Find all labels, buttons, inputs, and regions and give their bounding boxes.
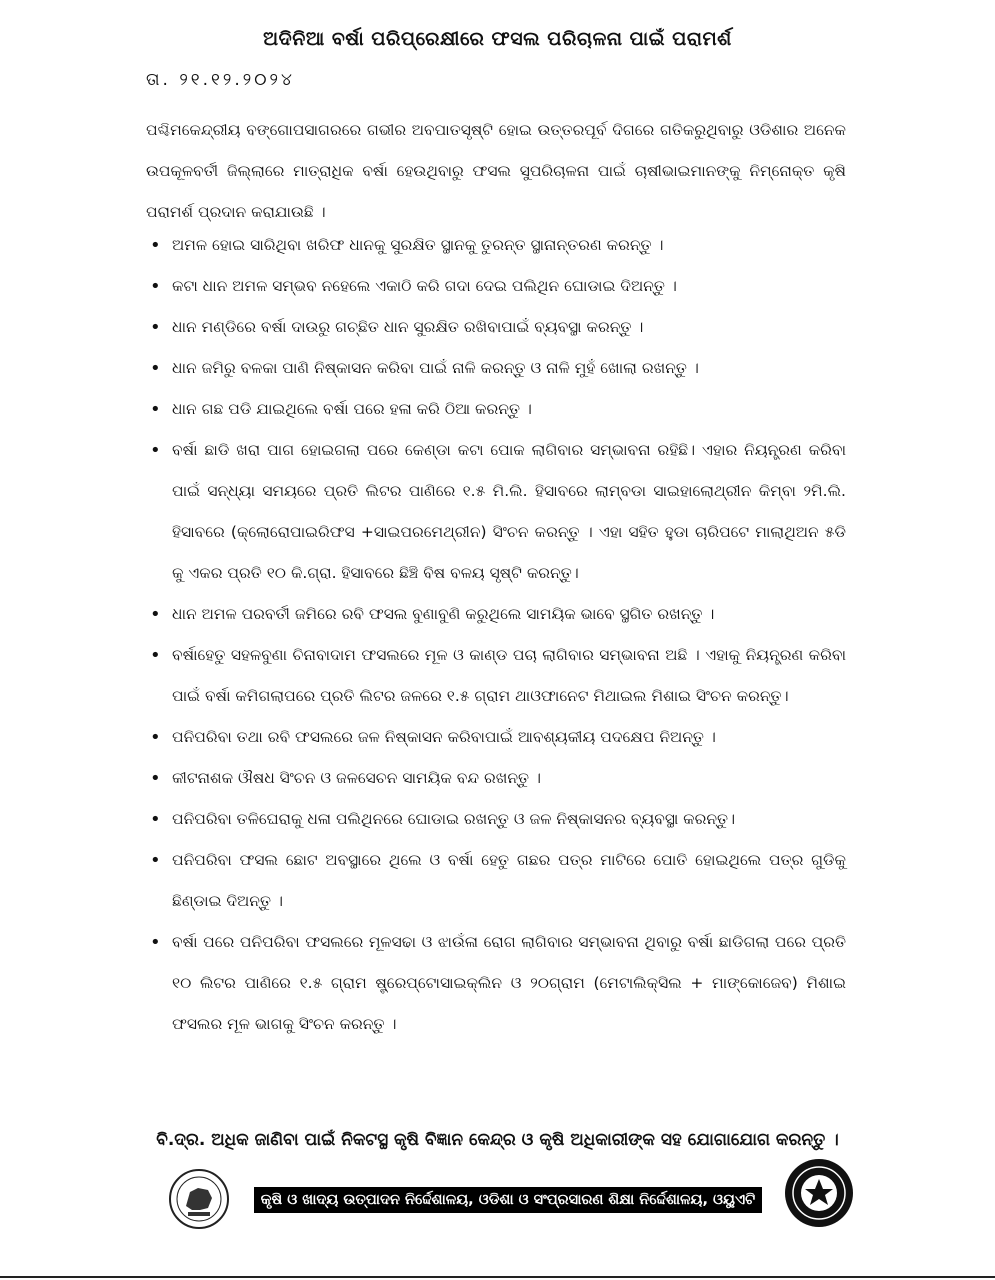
advice-item: • ଧାନ ଗଛ ପଡି ଯାଇଥିଲେ ବର୍ଷା ପରେ ହଳା କରି ଠିଆ କରନ୍ତୁ ।	[146, 389, 846, 430]
footer-banner: କୃଷି ଓ ଖାଦ୍ୟ ଉତ୍ପାଦନ ନିର୍ଦ୍ଦେଶାଳୟ, ଓଡିଶା ଓ ସଂପ୍ରସାରଣ ଶିକ୍ଷା ନିର୍ଦ୍ଦେଶାଳୟ, ଓୟୁଏଟି	[254, 1187, 762, 1213]
advice-item: • କୀଟନାଶକ ଔଷଧ ସିଂଚନ ଓ ଜଳସେଚନ ସାମୟିକ ବନ୍ଦ ରଖନ୍ତୁ ।	[146, 758, 846, 799]
advice-item: • ବର୍ଷା ଛାଡି ଖରା ପାଗ ହୋଇଗଲା ପରେ କେଣ୍ଡା କଟା ପୋକ ଲାଗିବାର ସମ୍ଭାବନା ରହିଛି। ଏହାର ନିୟନ୍ତ୍ରଣ କରିବା ପାଇଁ ସନ୍ଧ୍ୟା ସମୟରେ ପ୍ରତି ଲିଟର ପାଣିରେ ୧.୫ ମି.ଲି. ହିସାବରେ ଲାମ୍ବଡା ସାଇହାଲୋଥ୍ରୀନ କିମ୍ବା ୨ମି.ଲି. ହିସାବରେ (କ୍ଲୋରୋପାଇରିଫସ +ସାଇପରମେଥ୍ରୀନ) ସିଂଚନ କରନ୍ତୁ । ଏହା ସହିତ ହୁଡା ଚାରିପଟେ ମାଲାଥିଅନ ୫ଡି କୁ ଏକର ପ୍ରତି ୧୦ କି.ଗ୍ରା. ହିସାବରେ ଛିଞ୍ଚି ବିଷ ବଳୟ ସୃଷ୍ଟି କରନ୍ତୁ।	[146, 430, 846, 594]
advice-item: • ପନିପରିବା ଫସଲ ଛୋଟ ଅବସ୍ଥାରେ ଥିଲେ ଓ ବର୍ଷା ହେତୁ ଗଛର ପତ୍ର ମାଟିରେ ପୋତି ହୋଇଥିଲେ ପତ୍ର ଗୁଡିକୁ ଛିଣ୍ଡାଇ ଦିଅନ୍ତୁ ।	[146, 840, 846, 922]
document-date: ତା. ୨୧.୧୨.୨୦୨୪	[146, 70, 295, 90]
odisha-govt-emblem-icon	[168, 1168, 230, 1230]
intro-paragraph: ପଶ୍ଚିମକେନ୍ଦ୍ରୀୟ ବଙ୍ଗୋପସାଗରରେ ଗଭୀର ଅବପାତସୃଷ୍ଟି ହୋଇ ଉତ୍ତରପୂର୍ବ ଦିଗରେ ଗତିକରୁଥିବାରୁ ଓଡିଶାର ଅନେକ ଉପକୂଳବର୍ତୀ ଜିଲ୍ଲାରେ ମାତ୍ରାଧିକ ବର୍ଷା ହେଉଥିବାରୁ ଫସଲ ସୁପରିଚାଳନା ପାଇଁ ଚାଷୀଭାଇମାନଙ୍କୁ ନିମ୍ନୋକ୍ତ କୃଷି ପରାମର୍ଶ ପ୍ରଦାନ କରାଯାଉଛି ।	[146, 121, 846, 221]
ouat-seal-icon	[783, 1157, 855, 1229]
advice-item: • ବର୍ଷାହେତୁ ସହଳବୁଣା ଚିନାବାଦାମ ଫସଲରେ ମୂଳ ଓ କାଣ୍ଡ ପଚା ଲାଗିବାର ସମ୍ଭାବନା ଅଛି । ଏହାକୁ ନିୟନ୍ତ୍ରଣ କରିବା ପାଇଁ ବର୍ଷା କମିଗଲାପରେ ପ୍ରତି ଲିଟର ଜଳରେ ୧.୫ ଗ୍ରାମ ଥାଓଫାନେଟ ମିଥାଇଲ ମିଶାଇ ସିଂଚନ କରନ୍ତୁ।	[146, 635, 846, 717]
page-title: ଅଦିନିଆ ବର୍ଷା ପରିପ୍ରେକ୍ଷୀରେ ଫସଲ ପରିଚାଳନା ପାଇଁ ପରାମର୍ଶ	[263, 28, 732, 50]
advice-item: • ଧାନ ଅମଳ ପରବର୍ତୀ ଜମିରେ ରବି ଫସଲ ବୁଣାବୁଣି କରୁଥିଲେ ସାମୟିକ ଭାବେ ସ୍ଥଗିତ ରଖନ୍ତୁ ।	[146, 594, 846, 635]
advice-item: • ବର୍ଷା ପରେ ପନିପରିବା ଫସଲରେ ମୂଳସଢା ଓ ଝାଉଁଳା ରୋଗ ଲାଗିବାର ସମ୍ଭାବନା ଥିବାରୁ ବର୍ଷା ଛାଡିଗଲା ପରେ ପ୍ରତି ୧୦ ଲିଟର ପାଣିରେ ୧.୫ ଗ୍ରାମ ଷ୍ଟ୍ରେପ୍ଟୋସାଇକ୍ଲିନ ଓ ୨୦ଗ୍ରାମ (ମେଟାଲିକ୍ସିଲ + ମାଙ୍କୋଜେବ) ମିଶାଇ ଫସଲର ମୂଳ ଭାଗକୁ ସିଂଚନ କରନ୍ତୁ ।	[146, 922, 846, 1045]
advice-item: • ଧାନ ଜମିରୁ ବଳକା ପାଣି ନିଷ୍କାସନ କରିବା ପାଇଁ ନାଳି କରନ୍ତୁ ଓ ନାଳି ମୁହଁ ଖୋଲା ରଖନ୍ତୁ ।	[146, 348, 846, 389]
advice-item: • ଅମଳ ହୋଇ ସାରିଥିବା ଖରିଫ ଧାନକୁ ସୁରକ୍ଷିତ ସ୍ଥାନକୁ ତୁରନ୍ତ ସ୍ଥାନାନ୍ତରଣ କରନ୍ତୁ ।	[146, 225, 846, 266]
advice-item: • ପନିପରିବା ତଳିଘେରାକୁ ଧଳା ପଲିଥିନରେ ଘୋଡାଇ ରଖନ୍ତୁ ଓ ଜଳ ନିଷ୍କାସନର ବ୍ୟବସ୍ଥା କରନ୍ତୁ।	[146, 799, 846, 840]
footnote: ବି.ଦ୍ର. ଅଧିକ ଜାଣିବା ପାଇଁ ନିକଟସ୍ଥ କୃଷି ବିଜ୍ଞାନ କେନ୍ଦ୍ର ଓ କୃଷି ଅଧିକାରୀଙ୍କ ସହ ଯୋଗାଯୋଗ କରନ୍ତୁ ।	[156, 1130, 839, 1150]
advice-list	[146, 225, 846, 1045]
advice-item: • ଧାନ ମଣ୍ଡିରେ ବର୍ଷା ଦାଉରୁ ଗଚ୍ଛିତ ଧାନ ସୁରକ୍ଷିତ ରଖିବାପାଇଁ ବ୍ୟବସ୍ଥା କରନ୍ତୁ ।	[146, 307, 846, 348]
advice-item: • କଟା ଧାନ ଅମଳ ସମ୍ଭବ ନହେଲେ ଏକାଠି କରି ଗଦା ଦେଇ ପଲିଥିନ ଘୋଡାଇ ଦିଅନ୍ତୁ ।	[146, 266, 846, 307]
advice-item: • ପନିପରିବା ତଥା ରବି ଫସଲରେ ଜଳ ନିଷ୍କାସନ କରିବାପାଇଁ ଆବଶ୍ୟକୀୟ ପଦକ୍ଷେପ ନିଅନ୍ତୁ ।	[146, 717, 846, 758]
bottom-divider	[0, 1276, 995, 1278]
